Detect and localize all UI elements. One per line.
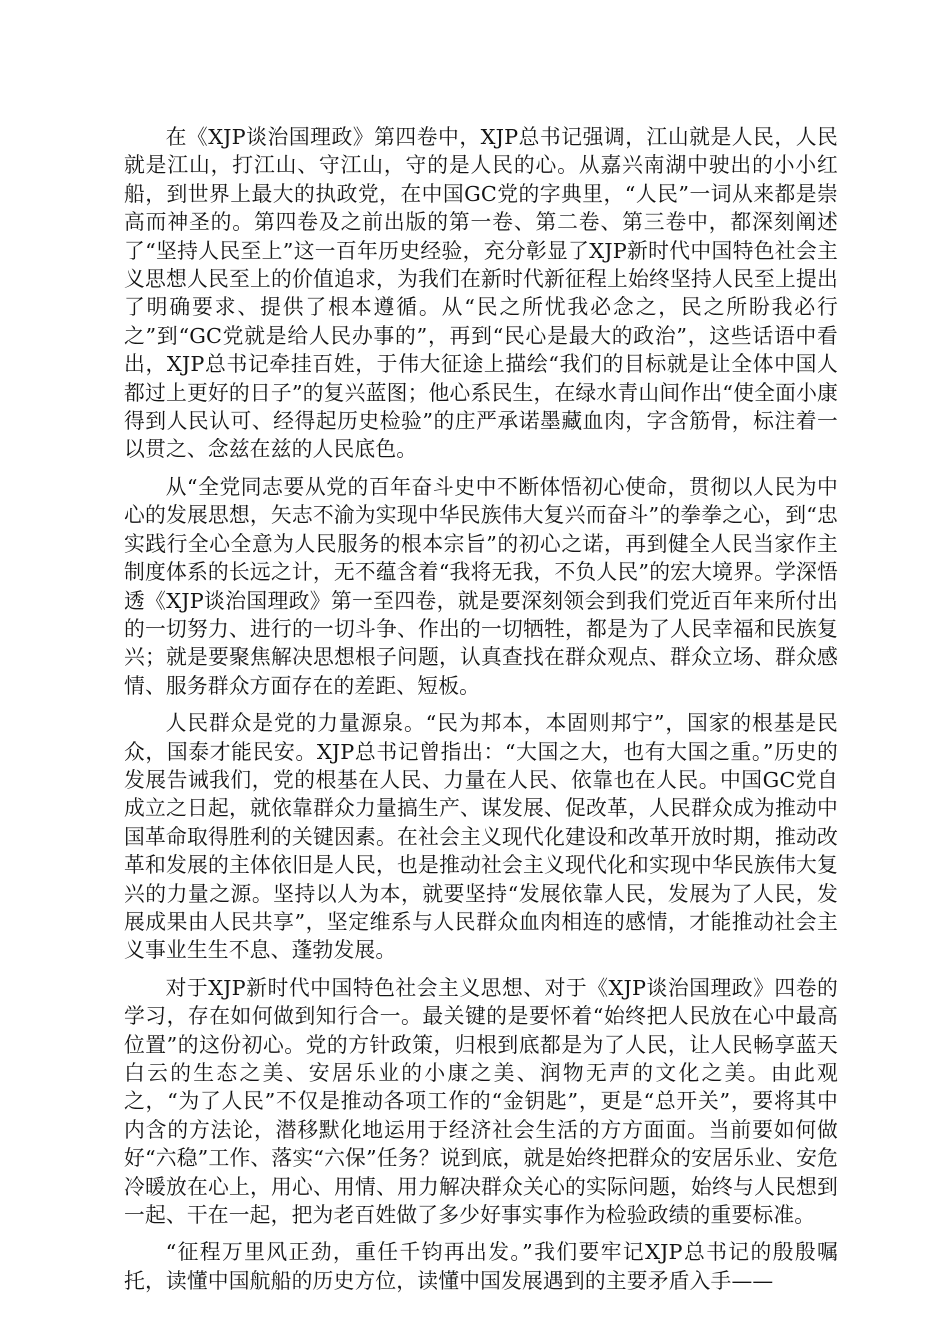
paragraph-1: 在《XJP谈治国理政》第四卷中，XJP总书记强调，江山就是人民，人民就是江山，打江山、守江山，守的是人民的心。从嘉兴南湖中驶出的小小红船，到世界上最大的执政党，在中国GC党的字典里，“人民”一词从来都是崇高而神圣的。第四卷及之前出版的第一卷、第二卷、第三卷中，都深刻阐述了“坚持人民至上”这一百年历史经验，充分彰显了XJP新时代中国特色社会主义思想人民至上的价值追求，为我们在新时代新征程上始终坚持人民至上提出了明确要求、提供了根本遵循。从“民之所忧我必念之，民之所盼我必行之”到“GC党就是给人民办事的”，再到“民心是最大的政治”，这些话语中看出，XJP总书记牵挂百姓，于伟大征途上描绘“我们的目标就是让全体中国人都过上更好的日子”的复兴蓝图；他心系民生，在绿水青山间作出“使全面小康得到人民认可、经得起历史检验”的庄严承诺墨藏血肉，字含筋骨，标注着一以贯之、念兹在兹的人民底色。 — [124, 125, 838, 462]
paragraph-4: 对于XJP新时代中国特色社会主义思想、对于《XJP谈治国理政》四卷的学习，存在如何做到知行合一。最关键的是要怀着“始终把人民放在心中最高位置”的这份初心。党的方针政策，归根到底都是为了人民，让人民畅享蓝天白云的生态之美、安居乐业的小康之美、润物无声的文化之美。由此观之，“为了人民”不仅是推动各项工作的“金钥匙”，更是“总开关”，要将其中内含的方法论，潜移默化地运用于经济社会生活的方方面面。当前要如何做好“六稳”工作、落实“六保”任务？说到底，就是始终把群众的安居乐业、安危冷暖放在心上，用心、用情、用力解决群众关心的实际问题，始终与人民想到一起、干在一起，把为老百姓做了多少好事实事作为检验政绩的重要标准。 — [124, 975, 838, 1228]
paragraph-5: “征程万里风正劲，重任千钧再出发。”我们要牢记XJP总书记的殷殷嘱托，读懂中国航船的历史方位，读懂中国发展遇到的主要矛盾入手—— — [124, 1240, 838, 1293]
document-body — [124, 123, 838, 1304]
paragraph-3: 人民群众是党的力量源泉。“民为邦本，本固则邦宁”，国家的根基是民众，国泰才能民安。XJP总书记曾指出：“大国之大，也有大国之重。”历史的发展告诫我们，党的根基在人民、力量在人民、依靠也在人民。中国GC党自成立之日起，就依靠群众力量搞生产、谋发展、促改革，人民群众成为推动中国革命取得胜利的关键因素。在社会主义现代化建设和改革开放时期，推动改革和发展的主体依旧是人民，也是推动社会主义现代化和实现中华民族伟大复兴的力量之源。坚持以人为本，就要坚持“发展依靠人民，发展为了人民，发展成果由人民共享”，坚定维系与人民群众血肉相连的感情，才能推动社会主义事业生生不息、蓬勃发展。 — [124, 711, 838, 963]
paragraph-2: 从“全党同志要从党的百年奋斗史中不断体悟初心使命，贯彻以人民为中心的发展思想，矢志不渝为实现中华民族伟大复兴而奋斗”的拳拳之心，到“忠实践行全心全意为人民服务的根本宗旨”的初心之诺，再到健全人民当家作主制度体系的长远之计，无不蕴含着“我将无我，不负人民”的宏大境界。学深悟透《XJP谈治国理政》第一至四卷，就是要深刻领会到我们党近百年来所付出的一切努力、进行的一切斗争、作出的一切牺牲，都是为了人民幸福和民族复兴；就是要聚焦解决思想根子问题，认真查找在群众观点、群众立场、群众感情、服务群众方面存在的差距、短板。 — [124, 474, 838, 698]
